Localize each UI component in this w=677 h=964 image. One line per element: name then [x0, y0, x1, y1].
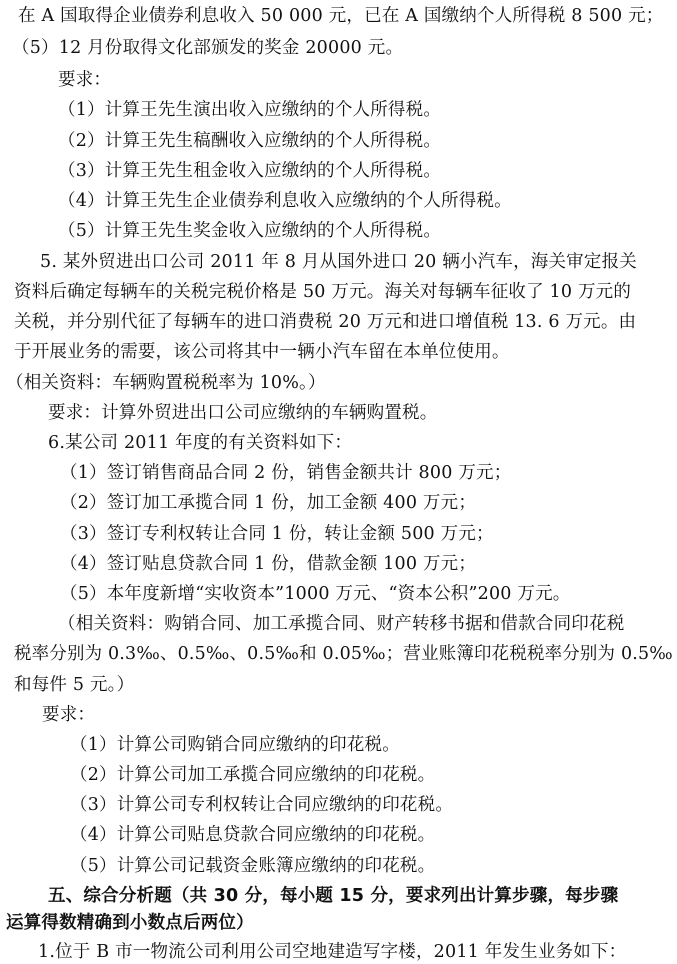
text-line-17: （2）签订加工承揽合同 1 份，加工金额 400 万元； [60, 493, 477, 513]
text-line-7: （4）计算王先生企业债券利息收入应缴纳的个人所得税。 [58, 191, 512, 211]
section-heading-line-1: 五、综合分析题（共 30 分，每小题 15 分，要求列出计算步骤，每步骤 [48, 886, 619, 906]
text-line-8: （5）计算王先生奖金收入应缴纳的个人所得税。 [58, 221, 442, 241]
text-line-32: 1.位于 B 市一物流公司利用公司空地建造写字楼，2011 年发生业务如下： [38, 942, 627, 962]
text-line-28: （4）计算公司贴息贷款合同应缴纳的印花税。 [70, 825, 436, 845]
text-line-3: 要求： [58, 70, 112, 90]
text-line-12: 于开展业务的需要，该公司将其中一辆小汽车留在本单位使用。 [14, 342, 510, 362]
section-heading-line-2: 运算得数精确到小数点后两位） [6, 913, 254, 933]
text-line-11: 关税，并分别代征了每辆车的进口消费税 20 万元和进口增值税 13. 6 万元。由 [14, 312, 637, 332]
text-line-27: （3）计算公司专利权转让合同应缴纳的印花税。 [70, 795, 454, 815]
text-line-14: 要求：计算外贸进出口公司应缴纳的车辆购置税。 [48, 403, 438, 423]
text-line-5: （2）计算王先生稿酬收入应缴纳的个人所得税。 [58, 131, 442, 151]
text-line-16: （1）签订销售商品合同 2 份，销售金额共计 800 万元； [60, 463, 512, 483]
text-line-29: （5）计算公司记载资金账簿应缴纳的印花税。 [70, 856, 436, 876]
text-line-2: （5）12 月份取得文化部颁发的奖金 20000 元。 [12, 38, 404, 58]
text-line-18: （3）签订专利权转让合同 1 份，转让金额 500 万元； [60, 524, 494, 544]
text-line-19: （4）签订贴息贷款合同 1 份，借款金额 100 万元； [60, 554, 477, 574]
text-line-21: （相关资料：购销合同、加工承揽合同、财产转移书据和借款合同印花税 [58, 614, 625, 634]
text-line-22: 税率分别为 0.3‰、0.5‰、0.5‰和 0.05‰；营业账簿印花税税率分别为 0.5‰ [14, 644, 673, 664]
text-line-4: （1）计算王先生演出收入应缴纳的个人所得税。 [58, 100, 442, 120]
text-line-13: （相关资料：车辆购置税税率为 10%。） [6, 373, 326, 393]
text-line-1: 在 A 国取得企业债券利息收入 50 000 元，已在 A 国缴纳个人所得税 8 500 元； [18, 6, 664, 26]
text-line-24: 要求： [42, 705, 96, 725]
text-line-20: （5）本年度新增“实收资本”1000 万元、“资本公积”200 万元。 [60, 584, 571, 604]
text-line-26: （2）计算公司加工承揽合同应缴纳的印花税。 [70, 765, 436, 785]
text-line-25: （1）计算公司购销合同应缴纳的印花税。 [70, 735, 400, 755]
text-line-10: 资料后确定每辆车的关税完税价格是 50 万元。海关对每辆车征收了 10 万元的 [14, 282, 632, 302]
text-line-23: 和每件 5 元。） [14, 675, 135, 695]
text-line-6: （3）计算王先生租金收入应缴纳的个人所得税。 [58, 161, 442, 181]
text-line-9: 5. 某外贸进出口公司 2011 年 8 月从国外进口 20 辆小汽车，海关审定报关 [40, 252, 637, 272]
text-line-15: 6.某公司 2011 年度的有关资料如下： [48, 433, 353, 453]
